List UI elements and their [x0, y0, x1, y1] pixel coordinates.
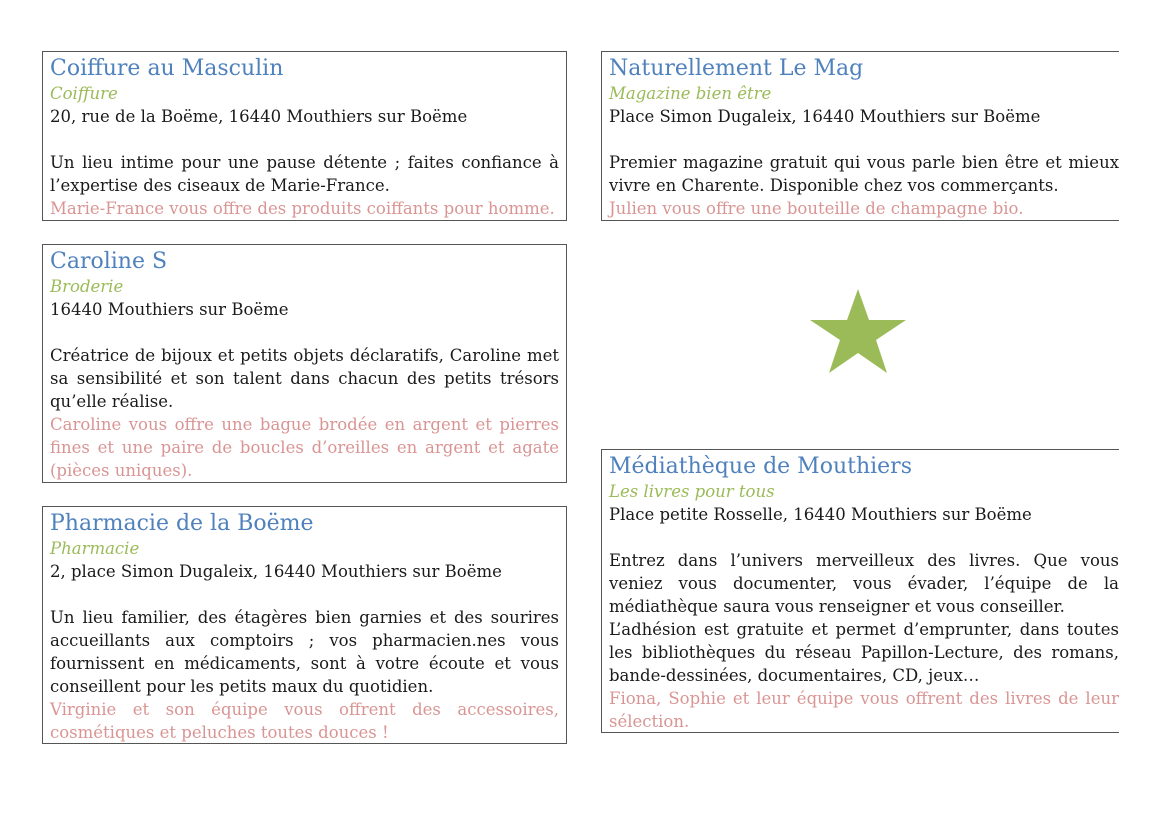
card-offer: Julien vous offre une bouteille de champagne bio.	[609, 199, 1024, 218]
description-paragraph: Un lieu familier, des étagères bien garnies et des sourires accueillants aux comptoirs ; vos pharmacien.nes vous fournissent en médicaments, sont à votre écoute et vous conseillent pour les petits maux du quotidien.	[50, 608, 559, 696]
card-address: 20, rue de la Boëme, 16440 Mouthiers sur Boëme	[50, 107, 468, 126]
card-offer: Marie-France vous offre des produits coiffants pour homme.	[50, 199, 555, 218]
card-description	[609, 151, 1119, 197]
description-paragraph: Créatrice de bijoux et petits objets déclaratifs, Caroline met sa sensibilité et son talent dans chacun des petits trésors qu’elle réalise.	[50, 346, 559, 411]
card-description	[609, 549, 1119, 687]
card-category: Broderie	[50, 277, 124, 296]
card-description	[50, 344, 559, 413]
card-title: Coiffure au Masculin	[50, 56, 284, 81]
star-shape	[810, 289, 906, 373]
star-icon	[809, 289, 907, 375]
card-category: Les livres pour tous	[609, 482, 775, 501]
card-category: Pharmacie	[50, 539, 140, 558]
card-title: Pharmacie de la Boëme	[50, 511, 314, 536]
card-naturellement-le-mag	[601, 51, 1119, 221]
card-title: Naturellement Le Mag	[609, 56, 864, 81]
card-caroline-s	[42, 244, 567, 483]
card-address: Place Simon Dugaleix, 16440 Mouthiers sur Boëme	[609, 107, 1041, 126]
card-title: Médiathèque de Mouthiers	[609, 454, 912, 479]
card-address: Place petite Rosselle, 16440 Mouthiers sur Boëme	[609, 505, 1032, 524]
card-offer: Fiona, Sophie et leur équipe vous offrent des livres de leur sélection.	[609, 689, 1119, 731]
description-paragraph: Un lieu intime pour une pause détente ; faites confiance à l’expertise des ciseaux de Marie-France.	[50, 153, 559, 195]
card-address: 2, place Simon Dugaleix, 16440 Mouthiers sur Boëme	[50, 562, 502, 581]
card-pharmacie-de-la-boeme	[42, 506, 567, 744]
card-address: 16440 Mouthiers sur Boëme	[50, 300, 289, 319]
card-category: Magazine bien être	[609, 84, 772, 103]
card-description	[50, 151, 559, 197]
card-description	[50, 606, 559, 698]
card-offer: Caroline vous offre une bague brodée en argent et pierres fines et une paire de boucles d’oreilles en argent et agate (pièces uniques).	[50, 415, 559, 480]
card-title: Caroline S	[50, 249, 168, 274]
description-paragraph: L’adhésion est gratuite et permet d’emprunter, dans toutes les bibliothèques du réseau Papillon-Lecture, des romans, bande-dessinées, documentaires, CD, jeux…	[609, 620, 1119, 685]
description-paragraph: Premier magazine gratuit qui vous parle bien être et mieux vivre en Charente. Disponible chez vos commerçants.	[609, 153, 1119, 195]
card-category: Coiffure	[50, 84, 118, 103]
card-offer: Virginie et son équipe vous offrent des accessoires, cosmétiques et peluches toutes douces !	[50, 700, 559, 742]
description-paragraph: Entrez dans l’univers merveilleux des livres. Que vous veniez vous documenter, vous évader, l’équipe de la médiathèque saura vous renseigner et vous conseiller.	[609, 551, 1119, 616]
card-coiffure-au-masculin	[42, 51, 567, 221]
card-mediatheque-de-mouthiers	[601, 449, 1119, 733]
